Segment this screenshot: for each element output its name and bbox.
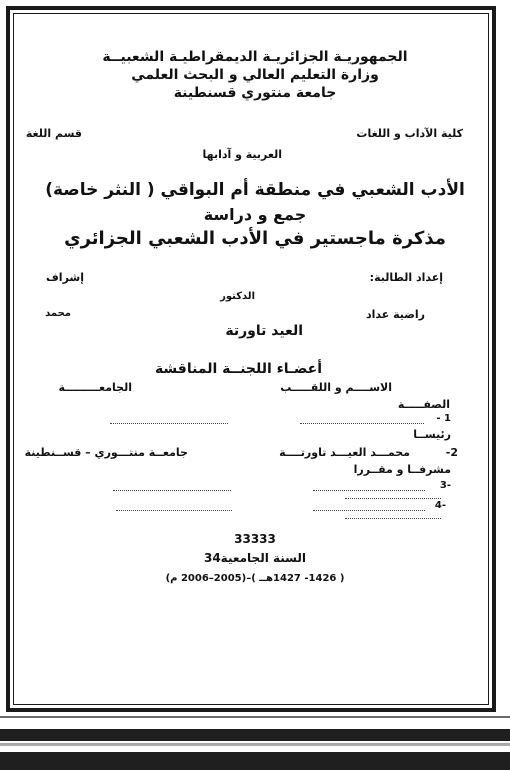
committee-row3-name-blank (313, 490, 425, 491)
committee-col-role: الصفـــــة (397, 398, 450, 411)
college-name: كلية الآداب و اللغات (356, 127, 463, 140)
supervisor-first-name: محمد (45, 308, 71, 319)
student-label: إعداد الطالبة: (369, 271, 443, 284)
committee-heading: أعضـاء اللجنــة المناقشة (154, 361, 322, 377)
committee-row2-university: جامعــة منتـــوري – قســنطينة (24, 446, 188, 459)
committee-row4-role-blank (345, 518, 441, 519)
department-line1: قسم اللغة (25, 127, 82, 140)
committee-row3-number: -3 (439, 480, 451, 491)
thesis-type: مذكرة ماجستير في الأدب الشعبي الجزائري (64, 228, 446, 249)
footer-bar-bottom (0, 752, 510, 770)
ministry-title: وزارة التعليم العالي و البحث العلمي (131, 67, 379, 83)
committee-row4-number: -4 (434, 500, 446, 511)
committee-row2-name: محمـــد العيـــد تاورتــــة (279, 446, 410, 459)
committee-row4-name-blank (313, 510, 425, 511)
committee-row3-role-blank (345, 498, 441, 499)
footer-bar (0, 729, 510, 741)
academic-year-label: السنة الجامعية34 (203, 551, 307, 565)
committee-row1-number: 1 - (436, 413, 451, 424)
thesis-title: الأدب الشعبي في منطقة أم البواقي ( النثر خاصة) (45, 180, 465, 200)
university-title: جامعة منتوري قسنطينة (173, 85, 337, 101)
committee-col-university: الجامعـــــــــة (58, 381, 132, 394)
department-line2: العربية و آدابها (202, 148, 282, 161)
committee-row2-role: مشرفــا و مقــررا (353, 463, 451, 476)
year-code: 33333 (234, 532, 276, 546)
committee-row4-university-blank (116, 510, 232, 511)
committee-row2-number: 2- (445, 446, 458, 459)
footer-divider (0, 716, 510, 718)
doctor-label: الدكتور (220, 291, 255, 302)
academic-year-dates: ( 1426- 1427هــ )–(2005–2006 م) (165, 573, 345, 584)
committee-row1-role: رئيســا (413, 428, 451, 441)
committee-row1-name-blank (300, 423, 424, 424)
republic-title: الجمهوريـة الجزائريـة الديمقراطيـة الشعبيــة (102, 49, 408, 65)
committee-col-name: الاســــم و اللقـــــب (280, 381, 392, 394)
footer-stripe (0, 743, 510, 746)
page-border-inner (13, 13, 489, 705)
supervision-label: إشراف (46, 271, 84, 284)
student-name: راضية عداد (365, 308, 425, 321)
committee-row3-university-blank (113, 490, 231, 491)
thesis-subtitle: جمع و دراسة (203, 205, 307, 224)
supervisor-last-name: العيد تاورتة (225, 323, 303, 339)
committee-row1-university-blank (110, 423, 228, 424)
